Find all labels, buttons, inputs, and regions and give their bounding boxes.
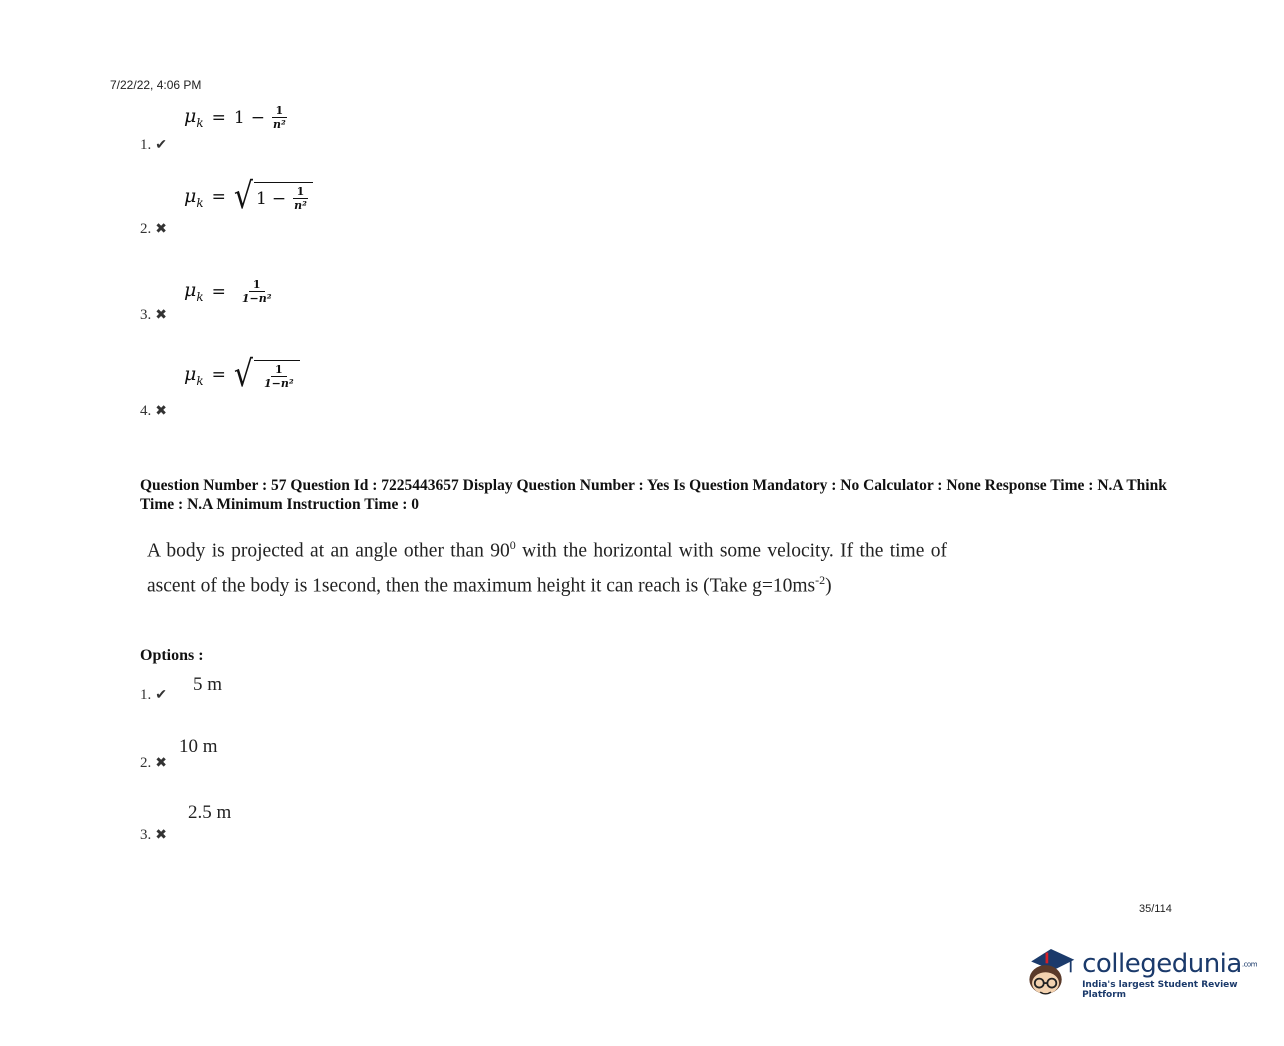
option-value: 2.5 m [188, 802, 232, 823]
option-number: 4. [140, 403, 152, 419]
prev-option-1 [140, 100, 440, 156]
question-text: A body is projected at an angle other than $90^0$ with the horizontal with some velocity. If the time of ascent of the body is 1second, then the maximum height it can reach is (Take $g=10ms^{-2}$) [147, 538, 948, 596]
check-icon: ✔ [155, 688, 167, 703]
cross-icon: ✖ [155, 756, 167, 771]
option-number: 2. [140, 755, 152, 771]
prev-option-4 [140, 353, 440, 422]
option-number: 2. [140, 221, 152, 237]
check-icon: ✔ [155, 138, 167, 153]
formula: $\mu_k$ = √ $\frac{1}{\text{1−n²}}$ [184, 360, 300, 390]
formula: $\mu_k$ = √ 1 − $\frac{1}{\text{n²}}$ [184, 182, 313, 212]
formula: $\mu_k$ = 1 − $\frac{1}{\text{n²}}$ [184, 104, 286, 132]
brand-name: collegedunia [1082, 948, 1242, 979]
cross-icon: ✖ [155, 404, 167, 419]
option-value: 5 m [193, 674, 223, 695]
option-number: 1. [140, 687, 152, 703]
print-timestamp: 7/22/22, 4:06 PM [110, 78, 202, 92]
options-label: Options : [140, 647, 204, 664]
cross-icon: ✖ [155, 828, 167, 843]
brand-suffix: .com [1241, 960, 1258, 969]
option-number: 1. [140, 137, 152, 153]
question-meta: Question Number : 57 Question Id : 7225443657 Display Question Number : Yes Is Question Mandatory : No Calculator : None Response Time : N.A Think Time : N.A Minimum Instruction Time : 0 [140, 477, 1167, 513]
prev-option-2 [140, 175, 440, 240]
prev-option-3 [140, 274, 440, 326]
mascot-icon [1024, 942, 1076, 1008]
brand-tagline: India's largest Student Review Platform [1082, 980, 1238, 1001]
collegedunia-logo [1024, 940, 1264, 1010]
option-3 [140, 802, 340, 844]
option-value: 10 m [179, 736, 218, 757]
cross-icon: ✖ [155, 308, 167, 323]
option-number: 3. [140, 307, 152, 323]
option-1 [140, 674, 340, 706]
option-number: 3. [140, 827, 152, 843]
page-number: 35/114 [1139, 903, 1172, 915]
cross-icon: ✖ [155, 222, 167, 237]
option-2 [140, 736, 340, 774]
formula: $\mu_k$ = $\frac{1}{\text{1−n²}}$ [184, 278, 272, 306]
